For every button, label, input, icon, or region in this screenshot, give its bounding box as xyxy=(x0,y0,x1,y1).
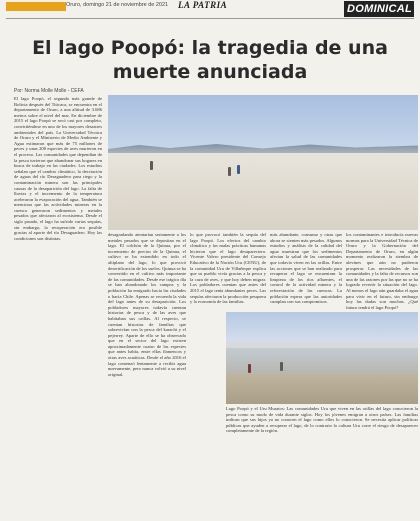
person-figure xyxy=(280,362,283,371)
article-column-1: El lago Poopó, el segundo más grande de Bolivia después del Titicaca, se encuentra en el departamento de Oruro, a una altitud de 3.686 metros sobre el nivel del mar. En diciembre de 2015 el lago Poopó se secó casi por completo, convirtiéndose en uno de los mayores desastres ambientales del país. La Universidad Técnica de Oruro y el Ministerio de Medio Ambiente y Agua estimaron que más de 75 millones de peces y unas 200 especies de aves murieron en el proceso. Las comunidades que dependían de la pesca tuvieron que abandonar sus hogares en busca de trabajo en las ciudades. Los estudios señalan que el cambio climático, la desviación de aguas del río Desaguadero para riego y la contaminación minera son las principales causas de la desaparición del lago. La falta de lluvias y el incremento de la temperatura aceleraron la evaporación del agua. También se menciona que las actividades mineras en la cuenca generaron sedimentos y metales pesados que afectaron al ecosistema. Desde el siglo pasado, el lago ha sufrido varias sequías, sin embargo, la recuperación era posible gracias al aporte del río Desaguadero. Hoy las condiciones son distintas. xyxy=(14,96,102,241)
lake-photo-main xyxy=(108,95,418,230)
article-column-5: los contaminantes e introducía nuevas normas para la Universidad Técnica de Oruro y la Gobernación del Departamento de Oruro, en algún momento realizaron la siembra de alevines que aún no pudieron prosperar. Las necesidades de las comunidades y la falta de recursos son una de las razones por las que no se ha logrado revertir la situación del lago. Al menos el lago aún guardaba el agua para vivir en el futuro, sin embargo hoy las dudas son muchas. ¿Qué futuro tendrá el lago Poopó? xyxy=(346,232,418,310)
lake-photo-lower xyxy=(226,312,418,404)
article-headline: El lago Poopó: la tragedia de una muerte anunciada xyxy=(32,37,388,83)
article-column-4: más abundante, consumo y otras que ahora se sienten más pesados. Algunos estudios y análisis de la calidad del agua muestran que los sedimentos afectan la salud de las comunidades que todavía viven en las orillas. Entre las acciones que se han realizado para recuperar el lago se encuentran la limpieza de los ríos afluentes, el control de la actividad minera y la reforestación de las cuencas. La población espera que las autoridades cumplan con sus compromisos. xyxy=(270,232,342,305)
header-divider xyxy=(6,18,414,19)
mountain-range xyxy=(108,143,418,153)
article-column-6: Lago Poopó y el Uru Muratos: Las comunidades Uru que viven en las orillas del lago conocieron la pesca como su modo de vida durante siglos. Hoy los jóvenes emigran a otros países. Las familias indican que sus hijos ya no conocen el lago como ellos lo conocieron. Se necesita aplicar políticas públicas que ayuden a recuperar el lago, de lo contrario la cultura Uru corre el riesgo de desaparecer completamente de la región. xyxy=(226,406,418,434)
article-column-3: lo que provocó también la sequía del lago Poopó. Los efectos del cambio climático y las malas prácticas humanas hicieron que el lago desapareciera. Vicente Valero presidente del Consejo Educativo de la Nación Uru (CENU), de la comunidad Uru de Villañeque explica que su pueblo vivía gracias a la pesca y la caza de aves, y que hoy deben migrar. Los pobladores cuentan que antes del 2015 el lago tenía abundantes peces. Las sequías afectaron la producción pesquera y la economía de las familias. xyxy=(190,232,266,305)
person-figure xyxy=(228,167,231,176)
article-byline: Por: Norma Molle Molle - CEFA xyxy=(14,88,84,94)
issue-date: Oruro, domingo 21 de noviembre de 2021 xyxy=(66,2,169,8)
dry-lakebed xyxy=(108,153,418,230)
header-accent-bar xyxy=(6,2,66,11)
lake-shore xyxy=(226,374,418,404)
person-figure xyxy=(248,364,251,373)
section-logo-text: DOMINICAL xyxy=(347,3,413,15)
newspaper-name: LA PATRIA xyxy=(178,0,228,10)
person-figure xyxy=(237,165,240,174)
article-column-2: desagradando atentarían seriamente a los metales pesados que se depositan en el lago. El colchón de la Quinua, por el incremento de precios de la Quinua, el cultivo se ha extendido en todo el altiplano del lago, lo que provocó desertificación de los suelos. Quinua se ha convertido en el cultivo más importante de las comunidades. Desde ese trágico día se han abandonado los campos y la población ha emigrado hacia las ciudades o hacia Chile. Apenas se recuerda la vida del lago antes de su desaparición. Los pobladores mayores todavía cuentan historias de pesca y de las aves que habitaban sus orillas. Al respecto, se cuentan historias de familias que sobrevivían con la pesca del karachi y el pejerrey. Aparte de ello se ha observado que en el sector del lago existen aproximadamente cuatro de las especies que antes había, entre ellas flamencos y otras aves acuáticas. Desde el año 2016 el lago comenzó lentamente a recibir agua nuevamente, pero nunca volvió a su nivel original. xyxy=(108,232,186,377)
section-logo xyxy=(344,1,414,17)
page-header xyxy=(0,0,420,30)
person-figure xyxy=(150,161,153,170)
